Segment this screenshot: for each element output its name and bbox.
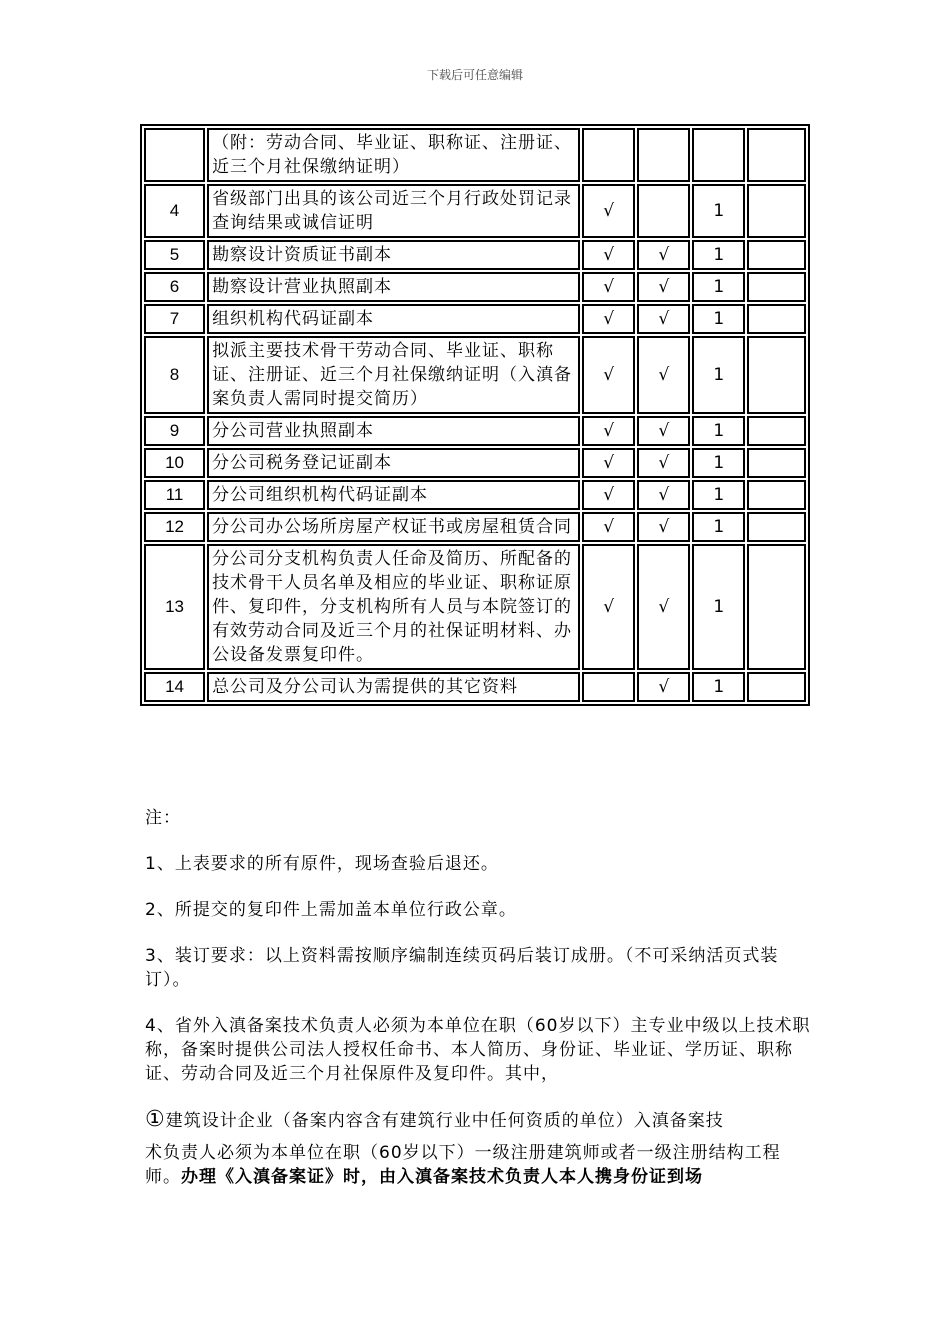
check-col-2: √	[637, 544, 690, 670]
count-col: 1	[692, 240, 745, 270]
table-row	[144, 304, 806, 334]
check-col-2: √	[637, 304, 690, 334]
count-col: 1	[692, 336, 745, 414]
table-row	[144, 512, 806, 542]
table-row	[144, 448, 806, 478]
remark-col	[747, 416, 806, 446]
check-col-1: √	[582, 416, 635, 446]
check-col-2: √	[637, 416, 690, 446]
row-description: 勘察设计资质证书副本	[207, 240, 580, 270]
count-col: 1	[692, 448, 745, 478]
row-number: 14	[144, 672, 205, 702]
note-5-text: 术负责人必须为本单位在职（60岁以下）一级注册建筑师或者一级注册结构工程师。	[145, 1143, 781, 1187]
requirements-table	[140, 124, 810, 706]
check-col-2	[637, 184, 690, 238]
row-number: 12	[144, 512, 205, 542]
check-col-1: √	[582, 184, 635, 238]
check-col-1: √	[582, 336, 635, 414]
row-number: 13	[144, 544, 205, 670]
check-col-1: √	[582, 272, 635, 302]
note-1: 1、上表要求的所有原件，现场查验后退还。	[145, 854, 499, 874]
check-col-2: √	[637, 512, 690, 542]
count-col	[692, 128, 745, 182]
count-col: 1	[692, 184, 745, 238]
note-5-line1: 建筑设计企业（备案内容含有建筑行业中任何资质的单位）入滇备案技	[165, 1111, 724, 1131]
table-row	[144, 128, 806, 182]
check-col-2: √	[637, 672, 690, 702]
row-number: 4	[144, 184, 205, 238]
check-col-2	[637, 128, 690, 182]
remark-col	[747, 448, 806, 478]
check-col-2: √	[637, 448, 690, 478]
remark-col	[747, 512, 806, 542]
notes-title: 注：	[145, 808, 181, 828]
row-number: 6	[144, 272, 205, 302]
remark-col	[747, 240, 806, 270]
check-col-2: √	[637, 272, 690, 302]
check-col-1: √	[582, 512, 635, 542]
remark-col	[747, 544, 806, 670]
count-col: 1	[692, 304, 745, 334]
count-col: 1	[692, 480, 745, 510]
row-description: 总公司及分公司认为需提供的其它资料	[207, 672, 580, 702]
row-number: 8	[144, 336, 205, 414]
count-col: 1	[692, 672, 745, 702]
table-row	[144, 672, 806, 702]
check-col-1: √	[582, 240, 635, 270]
notes-section	[145, 806, 815, 1211]
table-row	[144, 336, 806, 414]
check-col-1	[582, 672, 635, 702]
check-col-1: √	[582, 480, 635, 510]
row-description: 分公司办公场所房屋产权证书或房屋租赁合同	[207, 512, 580, 542]
check-col-1: √	[582, 448, 635, 478]
table-row	[144, 480, 806, 510]
table-row	[144, 184, 806, 238]
row-description: 分公司营业执照副本	[207, 416, 580, 446]
table-row	[144, 272, 806, 302]
circled-number: ①	[145, 1107, 166, 1132]
count-col: 1	[692, 512, 745, 542]
row-description: 拟派主要技术骨干劳动合同、毕业证、职称证、注册证、近三个月社保缴纳证明（入滇备案负责人需同时提交简历）	[207, 336, 580, 414]
note-5-first-line	[145, 1108, 815, 1133]
row-number: 9	[144, 416, 205, 446]
check-col-2: √	[637, 240, 690, 270]
count-col: 1	[692, 416, 745, 446]
row-description: 分公司组织机构代码证副本	[207, 480, 580, 510]
row-number: 11	[144, 480, 205, 510]
row-description: 勘察设计营业执照副本	[207, 272, 580, 302]
table-row	[144, 240, 806, 270]
page-header: 下载后可任意编辑	[426, 68, 523, 82]
row-number	[144, 128, 205, 182]
row-description: 省级部门出具的该公司近三个月行政处罚记录查询结果或诚信证明	[207, 184, 580, 238]
table-row	[144, 544, 806, 670]
row-description: 分公司分支机构负责人任命及简历、所配备的技术骨干人员名单及相应的毕业证、职称证原件、复印件，分支机构所有人员与本院签订的有效劳动合同及近三个月的社保证明材料、办公设备发票复印件。	[207, 544, 580, 670]
check-col-1: √	[582, 544, 635, 670]
count-col: 1	[692, 272, 745, 302]
remark-col	[747, 304, 806, 334]
check-col-2: √	[637, 480, 690, 510]
count-col: 1	[692, 544, 745, 670]
note-3: 3、装订要求：以上资料需按顺序编制连续页码后装订成册。（不可采纳活页式装订）。	[145, 946, 779, 990]
note-4: 4、省外入滇备案技术负责人必须为本单位在职（60岁以下）主专业中级以上技术职称，备案时提供公司法人授权任命书、本人简历、身份证、毕业证、学历证、职称证、劳动合同及近三个月社保原件及复印件。其中，	[145, 1016, 811, 1084]
remark-col	[747, 480, 806, 510]
row-number: 5	[144, 240, 205, 270]
row-description: 组织机构代码证副本	[207, 304, 580, 334]
remark-col	[747, 672, 806, 702]
remark-col	[747, 272, 806, 302]
row-description: 分公司税务登记证副本	[207, 448, 580, 478]
check-col-1: √	[582, 304, 635, 334]
check-col-2: √	[637, 336, 690, 414]
note-5-rest	[145, 1141, 815, 1189]
remark-col	[747, 336, 806, 414]
note-2: 2、所提交的复印件上需加盖本单位行政公章。	[145, 900, 517, 920]
remark-col	[747, 184, 806, 238]
remark-col	[747, 128, 806, 182]
table-row	[144, 416, 806, 446]
check-col-1	[582, 128, 635, 182]
row-number: 10	[144, 448, 205, 478]
row-description: （附：劳动合同、毕业证、职称证、注册证、近三个月社保缴纳证明）	[207, 128, 580, 182]
row-number: 7	[144, 304, 205, 334]
note-5-bold: 办理《入滇备案证》时，由入滇备案技术负责人本人携身份证到场	[181, 1167, 703, 1187]
